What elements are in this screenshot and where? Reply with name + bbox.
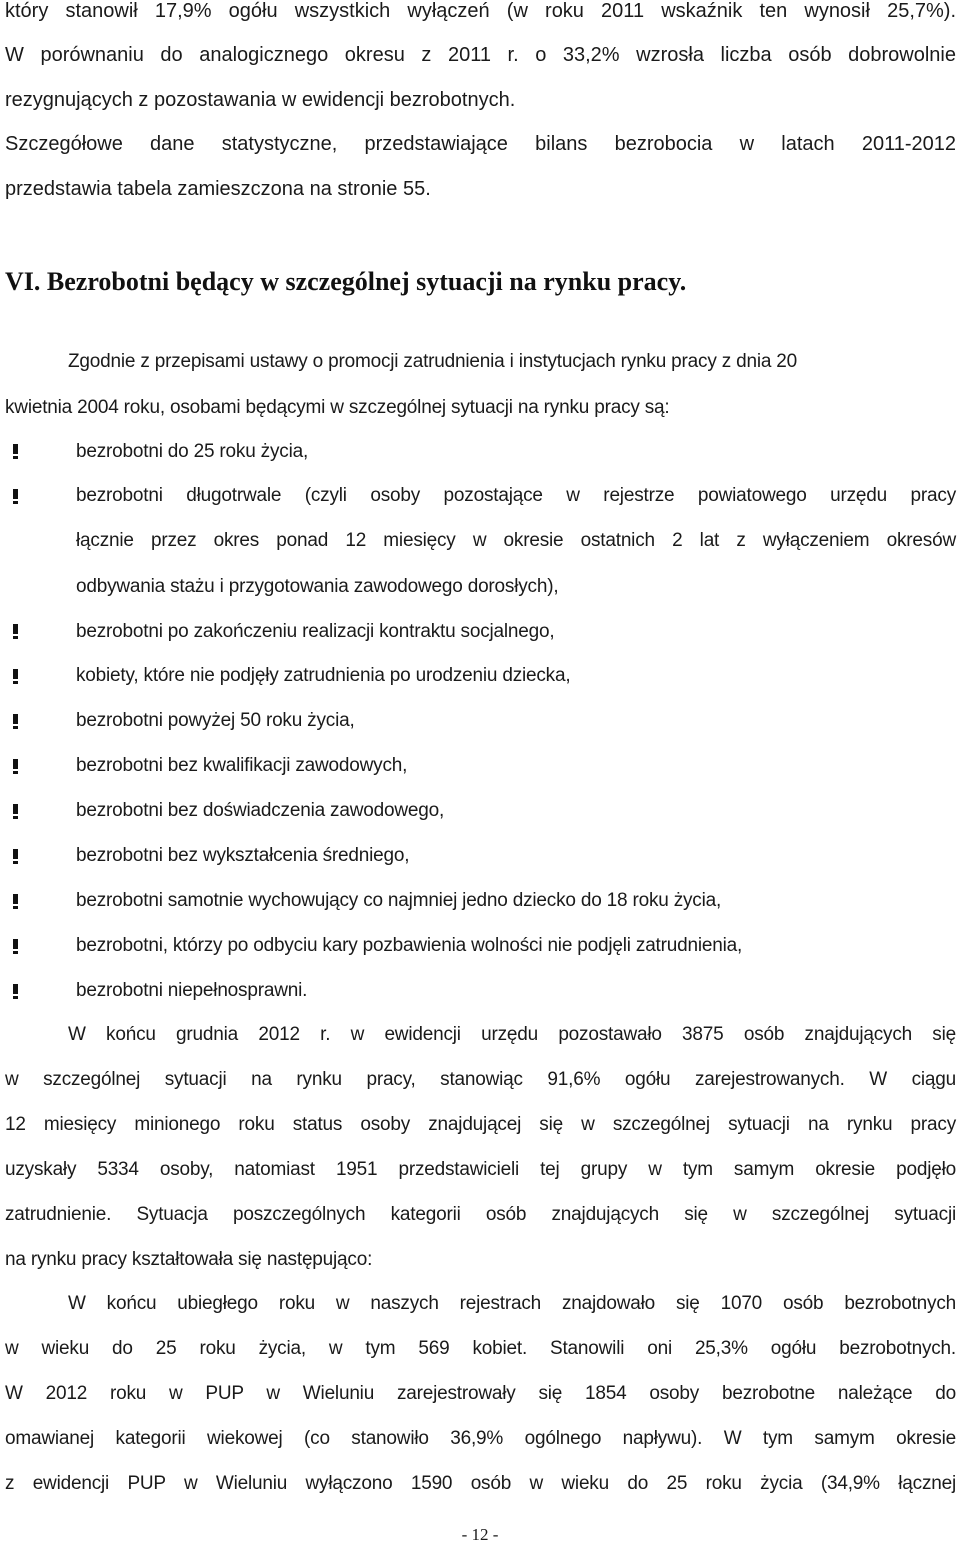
paragraph-line: na rynku pracy kształtowała się następująco: bbox=[5, 1249, 373, 1270]
section-heading: VI. Bezrobotni będący w szczególnej sytuacji na rynku pracy. bbox=[5, 267, 687, 296]
definition-line: Zgodnie z przepisami ustawy o promocji zatrudnienia i instytucjach rynku pracy z dnia 20 bbox=[68, 351, 798, 372]
list-item: kobiety, które nie podjęły zatrudnienia po urodzeniu dziecka, bbox=[76, 665, 571, 686]
bullet-marker bbox=[13, 759, 19, 773]
exclamation-bullet-icon bbox=[13, 669, 18, 683]
exclamation-bullet-icon bbox=[13, 714, 18, 728]
intro-line: Szczegółowe dane statystyczne, przedstawiające bilans bezrobocia w latach 2011-2012 bbox=[5, 133, 956, 155]
exclamation-bullet-icon bbox=[13, 849, 18, 863]
paragraph-line: w szczególnej sytuacji na rynku pracy, stanowiąc 91,6% ogółu zarejestrowanych. W ciągu bbox=[5, 1069, 956, 1090]
paragraph-line: W 2012 roku w PUP w Wieluniu zarejestrowały się 1854 osoby bezrobotne należące do bbox=[5, 1383, 956, 1404]
exclamation-bullet-icon bbox=[13, 489, 18, 503]
paragraph-line: uzyskały 5334 osoby, natomiast 1951 przedstawicieli tej grupy w tym samym okresie podjęło bbox=[5, 1159, 956, 1180]
list-item: bezrobotni długotrwale (czyli osoby pozostające w rejestrze powiatowego urzędu pracy bbox=[76, 485, 956, 506]
exclamation-bullet-icon bbox=[13, 984, 18, 998]
exclamation-bullet-icon bbox=[13, 939, 18, 953]
bullet-marker bbox=[13, 894, 19, 908]
exclamation-bullet-icon bbox=[13, 444, 18, 458]
bullet-marker bbox=[13, 939, 19, 953]
list-item: bezrobotni bez doświadczenia zawodowego, bbox=[76, 800, 445, 821]
page-number: - 12 - bbox=[461, 1525, 499, 1544]
intro-line: rezygnujących z pozostawania w ewidencji bezrobotnych. bbox=[5, 89, 516, 111]
list-item-continuation: odbywania stażu i przygotowania zawodowego dorosłych), bbox=[76, 576, 559, 597]
definition-line: kwietnia 2004 roku, osobami będącymi w szczególnej sytuacji na rynku pracy są: bbox=[5, 397, 670, 418]
paragraph-line: W końcu ubiegłego roku w naszych rejestrach znajdowało się 1070 osób bezrobotnych bbox=[68, 1293, 956, 1314]
paragraph-line: omawianej kategorii wiekowej (co stanowiło 36,9% ogólnego napływu). W tym samym okresie bbox=[5, 1428, 956, 1449]
list-item: bezrobotni, którzy po odbyciu kary pozbawienia wolności nie podjęli zatrudnienia, bbox=[76, 935, 743, 956]
list-item-continuation: łącznie przez okres ponad 12 miesięcy w okresie ostatnich 2 lat z wyłączeniem okresów bbox=[76, 530, 956, 551]
intro-line: przedstawia tabela zamieszczona na stronie 55. bbox=[5, 178, 431, 200]
bullet-marker bbox=[13, 669, 19, 683]
bullet-marker bbox=[13, 489, 19, 503]
paragraph-line: W końcu grudnia 2012 r. w ewidencji urzędu pozostawało 3875 osób znajdujących się bbox=[68, 1024, 956, 1045]
list-item: bezrobotni bez wykształcenia średniego, bbox=[76, 845, 410, 866]
exclamation-bullet-icon bbox=[13, 804, 18, 818]
paragraph-line: w wieku do 25 roku życia, w tym 569 kobiet. Stanowili oni 25,3% ogółu bezrobotnych. bbox=[5, 1338, 956, 1359]
intro-line: W porównaniu do analogicznego okresu z 2011 r. o 33,2% wzrosła liczba osób dobrowolnie bbox=[5, 44, 956, 66]
intro-line: który stanowił 17,9% ogółu wszystkich wyłączeń (w roku 2011 wskaźnik ten wynosił 25,7%). bbox=[5, 0, 956, 22]
bullet-marker bbox=[13, 804, 19, 818]
exclamation-bullet-icon bbox=[13, 624, 18, 638]
bullet-marker bbox=[13, 849, 19, 863]
list-item: bezrobotni niepełnosprawni. bbox=[76, 980, 308, 1001]
paragraph-line: z ewidencji PUP w Wieluniu wyłączono 1590 osób w wieku do 25 roku życia (34,9% łącznej bbox=[5, 1473, 956, 1494]
exclamation-bullet-icon bbox=[13, 759, 18, 773]
bullet-marker bbox=[13, 714, 19, 728]
bullet-marker bbox=[13, 984, 19, 998]
list-item: bezrobotni powyżej 50 roku życia, bbox=[76, 710, 355, 731]
bullet-marker bbox=[13, 624, 19, 638]
paragraph-line: zatrudnienie. Sytuacja poszczególnych kategorii osób znajdujących się w szczególnej sytuacji bbox=[5, 1204, 956, 1225]
exclamation-bullet-icon bbox=[13, 894, 18, 908]
bullet-marker bbox=[13, 444, 19, 458]
paragraph-line: 12 miesięcy minionego roku status osoby znajdującej się w szczególnej sytuacji na rynku pracy bbox=[5, 1114, 956, 1135]
list-item: bezrobotni bez kwalifikacji zawodowych, bbox=[76, 755, 408, 776]
list-item: bezrobotni samotnie wychowujący co najmniej jedno dziecko do 18 roku życia, bbox=[76, 890, 722, 911]
list-item: bezrobotni do 25 roku życia, bbox=[76, 441, 309, 462]
list-item: bezrobotni po zakończeniu realizacji kontraktu socjalnego, bbox=[76, 621, 555, 642]
